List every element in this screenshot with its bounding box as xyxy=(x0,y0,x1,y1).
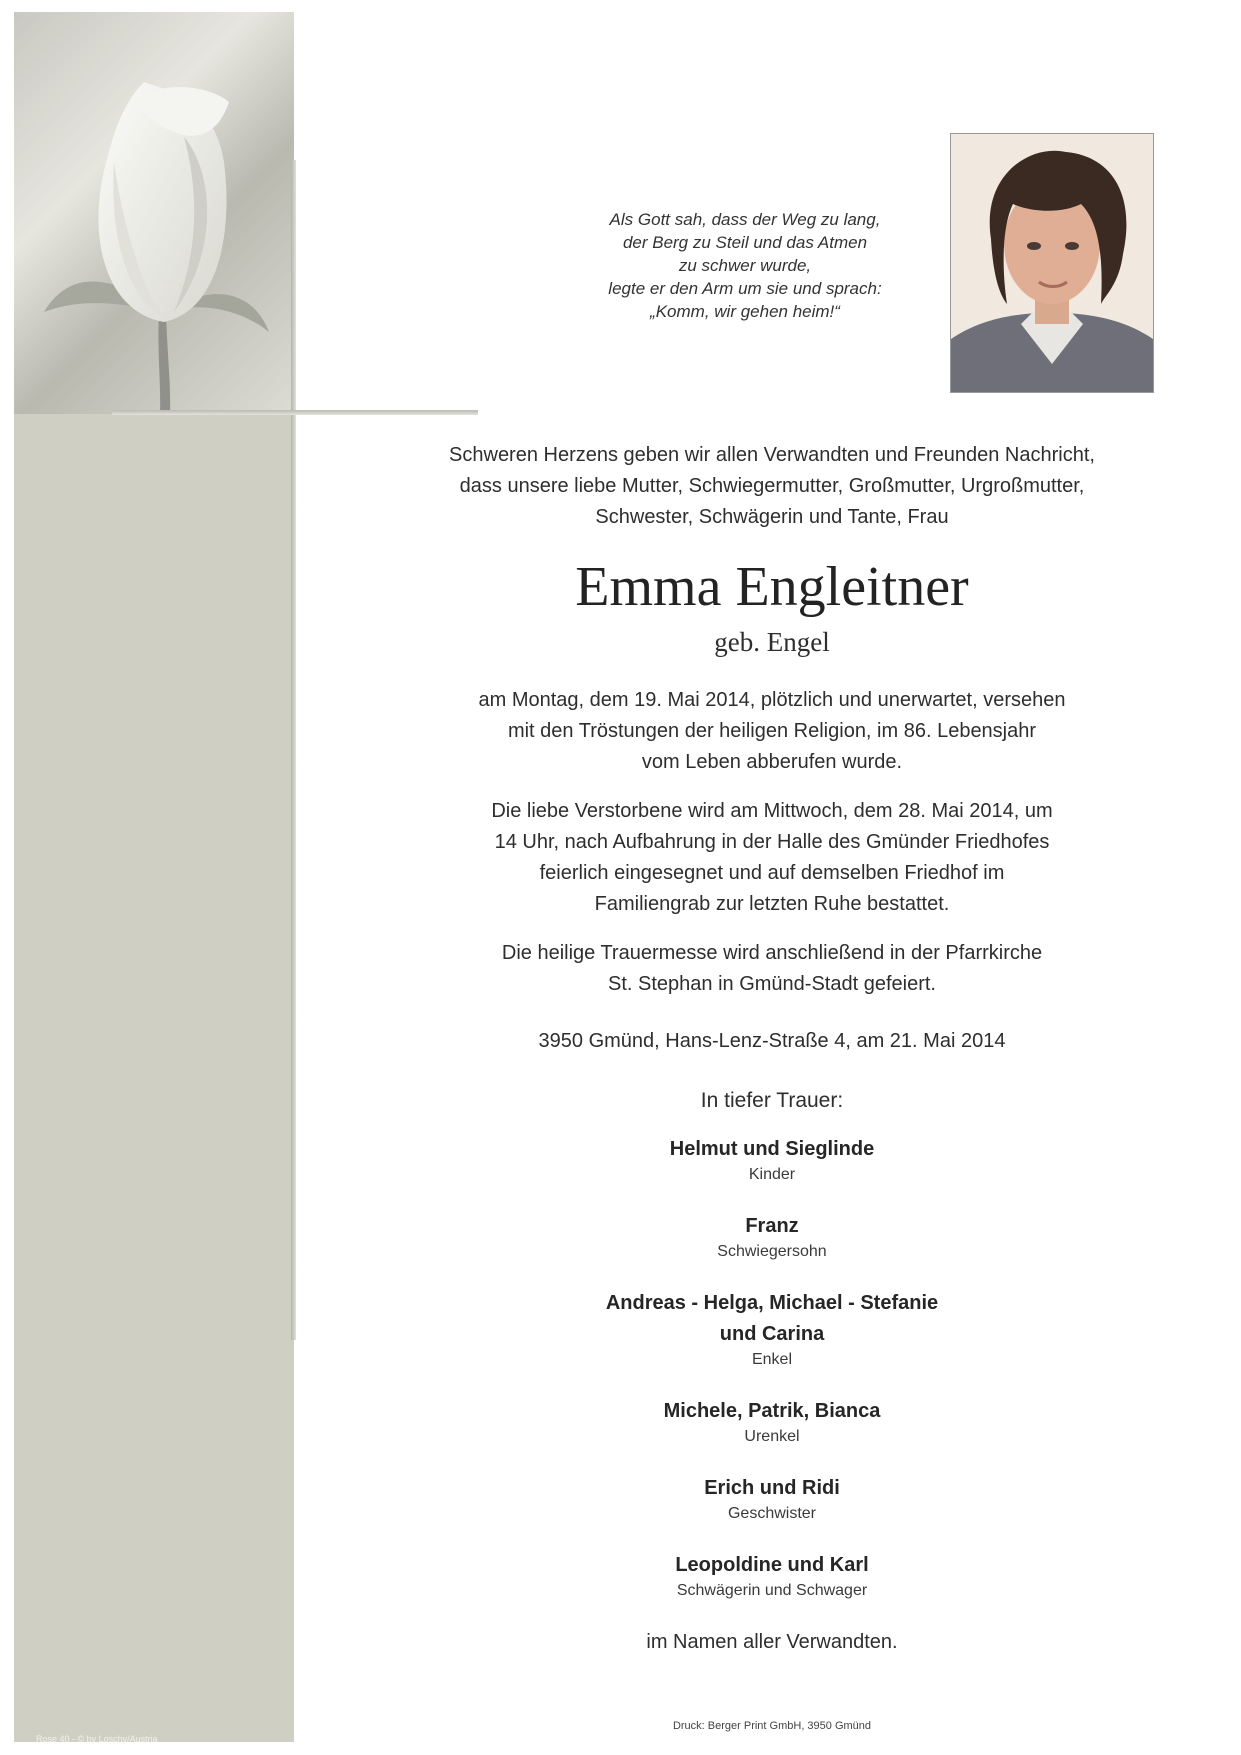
notice-line: mit den Tröstungen der heiligen Religion, im 86. Lebensjahr xyxy=(507,720,1037,742)
mourner-group xyxy=(404,1211,1140,1262)
mourner-relation: Schwiegersohn xyxy=(717,1243,827,1260)
mourner-name-line: Erich und Ridi xyxy=(704,1477,840,1499)
intro-text xyxy=(404,440,1140,533)
mourner-name-line: Michele, Patrik, Bianca xyxy=(663,1400,881,1422)
mourning-heading: In tiefer Trauer: xyxy=(700,1089,844,1112)
mourner-relation: Kinder xyxy=(748,1166,796,1183)
notice-line: vom Leben abberufen wurde. xyxy=(641,751,903,773)
funeral-line: Familiengrab zur letzten Ruhe bestattet. xyxy=(594,893,950,915)
portrait-photo-icon xyxy=(951,134,1153,392)
memorial-quote xyxy=(560,208,930,323)
mourner-name-line: Franz xyxy=(745,1215,799,1237)
mourner-group xyxy=(404,1134,1140,1185)
closing-line: im Namen aller Verwandten. xyxy=(646,1631,898,1653)
mourner-names xyxy=(404,1134,1140,1165)
quote-line: der Berg zu Steil und das Atmen xyxy=(622,233,868,252)
quote-line: Als Gott sah, dass der Weg zu lang, xyxy=(609,210,881,229)
funeral-line: feierlich eingesegnet und auf demselben Friedhof im xyxy=(539,862,1005,884)
vertical-divider xyxy=(291,160,296,1340)
place-and-date: 3950 Gmünd, Hans-Lenz-Straße 4, am 21. Mai 2014 xyxy=(538,1030,1006,1052)
mourner-group xyxy=(404,1473,1140,1524)
white-rose-icon xyxy=(14,12,294,414)
mourner-group xyxy=(404,1550,1140,1601)
obituary-content xyxy=(404,440,1140,1658)
rose-image xyxy=(14,12,294,414)
mourner-group xyxy=(404,1396,1140,1447)
mourner-name-line: Helmut und Sieglinde xyxy=(669,1138,875,1160)
mourner-relation: Geschwister xyxy=(727,1505,817,1522)
portrait xyxy=(950,133,1154,393)
intro-line: Schwester, Schwägerin und Tante, Frau xyxy=(595,506,949,528)
intro-line: dass unsere liebe Mutter, Schwiegermutter, Großmutter, Urgroßmutter, xyxy=(459,475,1085,497)
quote-line: zu schwer wurde, xyxy=(678,256,812,275)
quote-line: legte er den Arm um sie und sprach: xyxy=(608,279,882,298)
mass-details xyxy=(404,938,1140,1000)
deceased-name: Emma Engleitner xyxy=(575,556,969,618)
intro-line: Schweren Herzens geben wir allen Verwandten und Freunden Nachricht, xyxy=(449,444,1095,466)
mourner-relation: Enkel xyxy=(751,1351,793,1368)
notice-line: am Montag, dem 19. Mai 2014, plötzlich und unerwartet, versehen xyxy=(478,689,1066,711)
mourner-names xyxy=(404,1288,1140,1350)
funeral-line: 14 Uhr, nach Aufbahrung in der Halle des Gmünder Friedhofes xyxy=(494,831,1050,853)
maiden-name: geb. Engel xyxy=(714,627,830,657)
printer-note: Druck: Berger Print GmbH, 3950 Gmünd xyxy=(672,1720,872,1732)
quote-line: „Komm, wir gehen heim!“ xyxy=(650,302,840,321)
mass-line: Die heilige Trauermesse wird anschließend in der Pfarrkirche xyxy=(501,942,1043,964)
image-credit: Rose 40 - © by Loschy/Austria xyxy=(36,1734,158,1744)
death-notice xyxy=(404,685,1140,778)
funeral-details xyxy=(404,796,1140,920)
mourner-name-line: Andreas - Helga, Michael - Stefanie xyxy=(605,1292,939,1314)
mourner-names xyxy=(404,1473,1140,1504)
mourner-names xyxy=(404,1211,1140,1242)
mourner-names xyxy=(404,1550,1140,1581)
funeral-line: Die liebe Verstorbene wird am Mittwoch, dem 28. Mai 2014, um xyxy=(491,800,1053,822)
mourner-group xyxy=(404,1288,1140,1370)
decorative-sidebar xyxy=(14,12,294,1742)
mass-line: St. Stephan in Gmünd-Stadt gefeiert. xyxy=(608,973,936,995)
mourner-name-line: und Carina xyxy=(719,1323,825,1345)
horizontal-divider xyxy=(112,410,478,415)
mourner-relation: Schwägerin und Schwager xyxy=(676,1582,868,1599)
mourner-relation: Urenkel xyxy=(744,1428,800,1445)
mourner-name-line: Leopoldine und Karl xyxy=(675,1554,869,1576)
mourner-names xyxy=(404,1396,1140,1427)
